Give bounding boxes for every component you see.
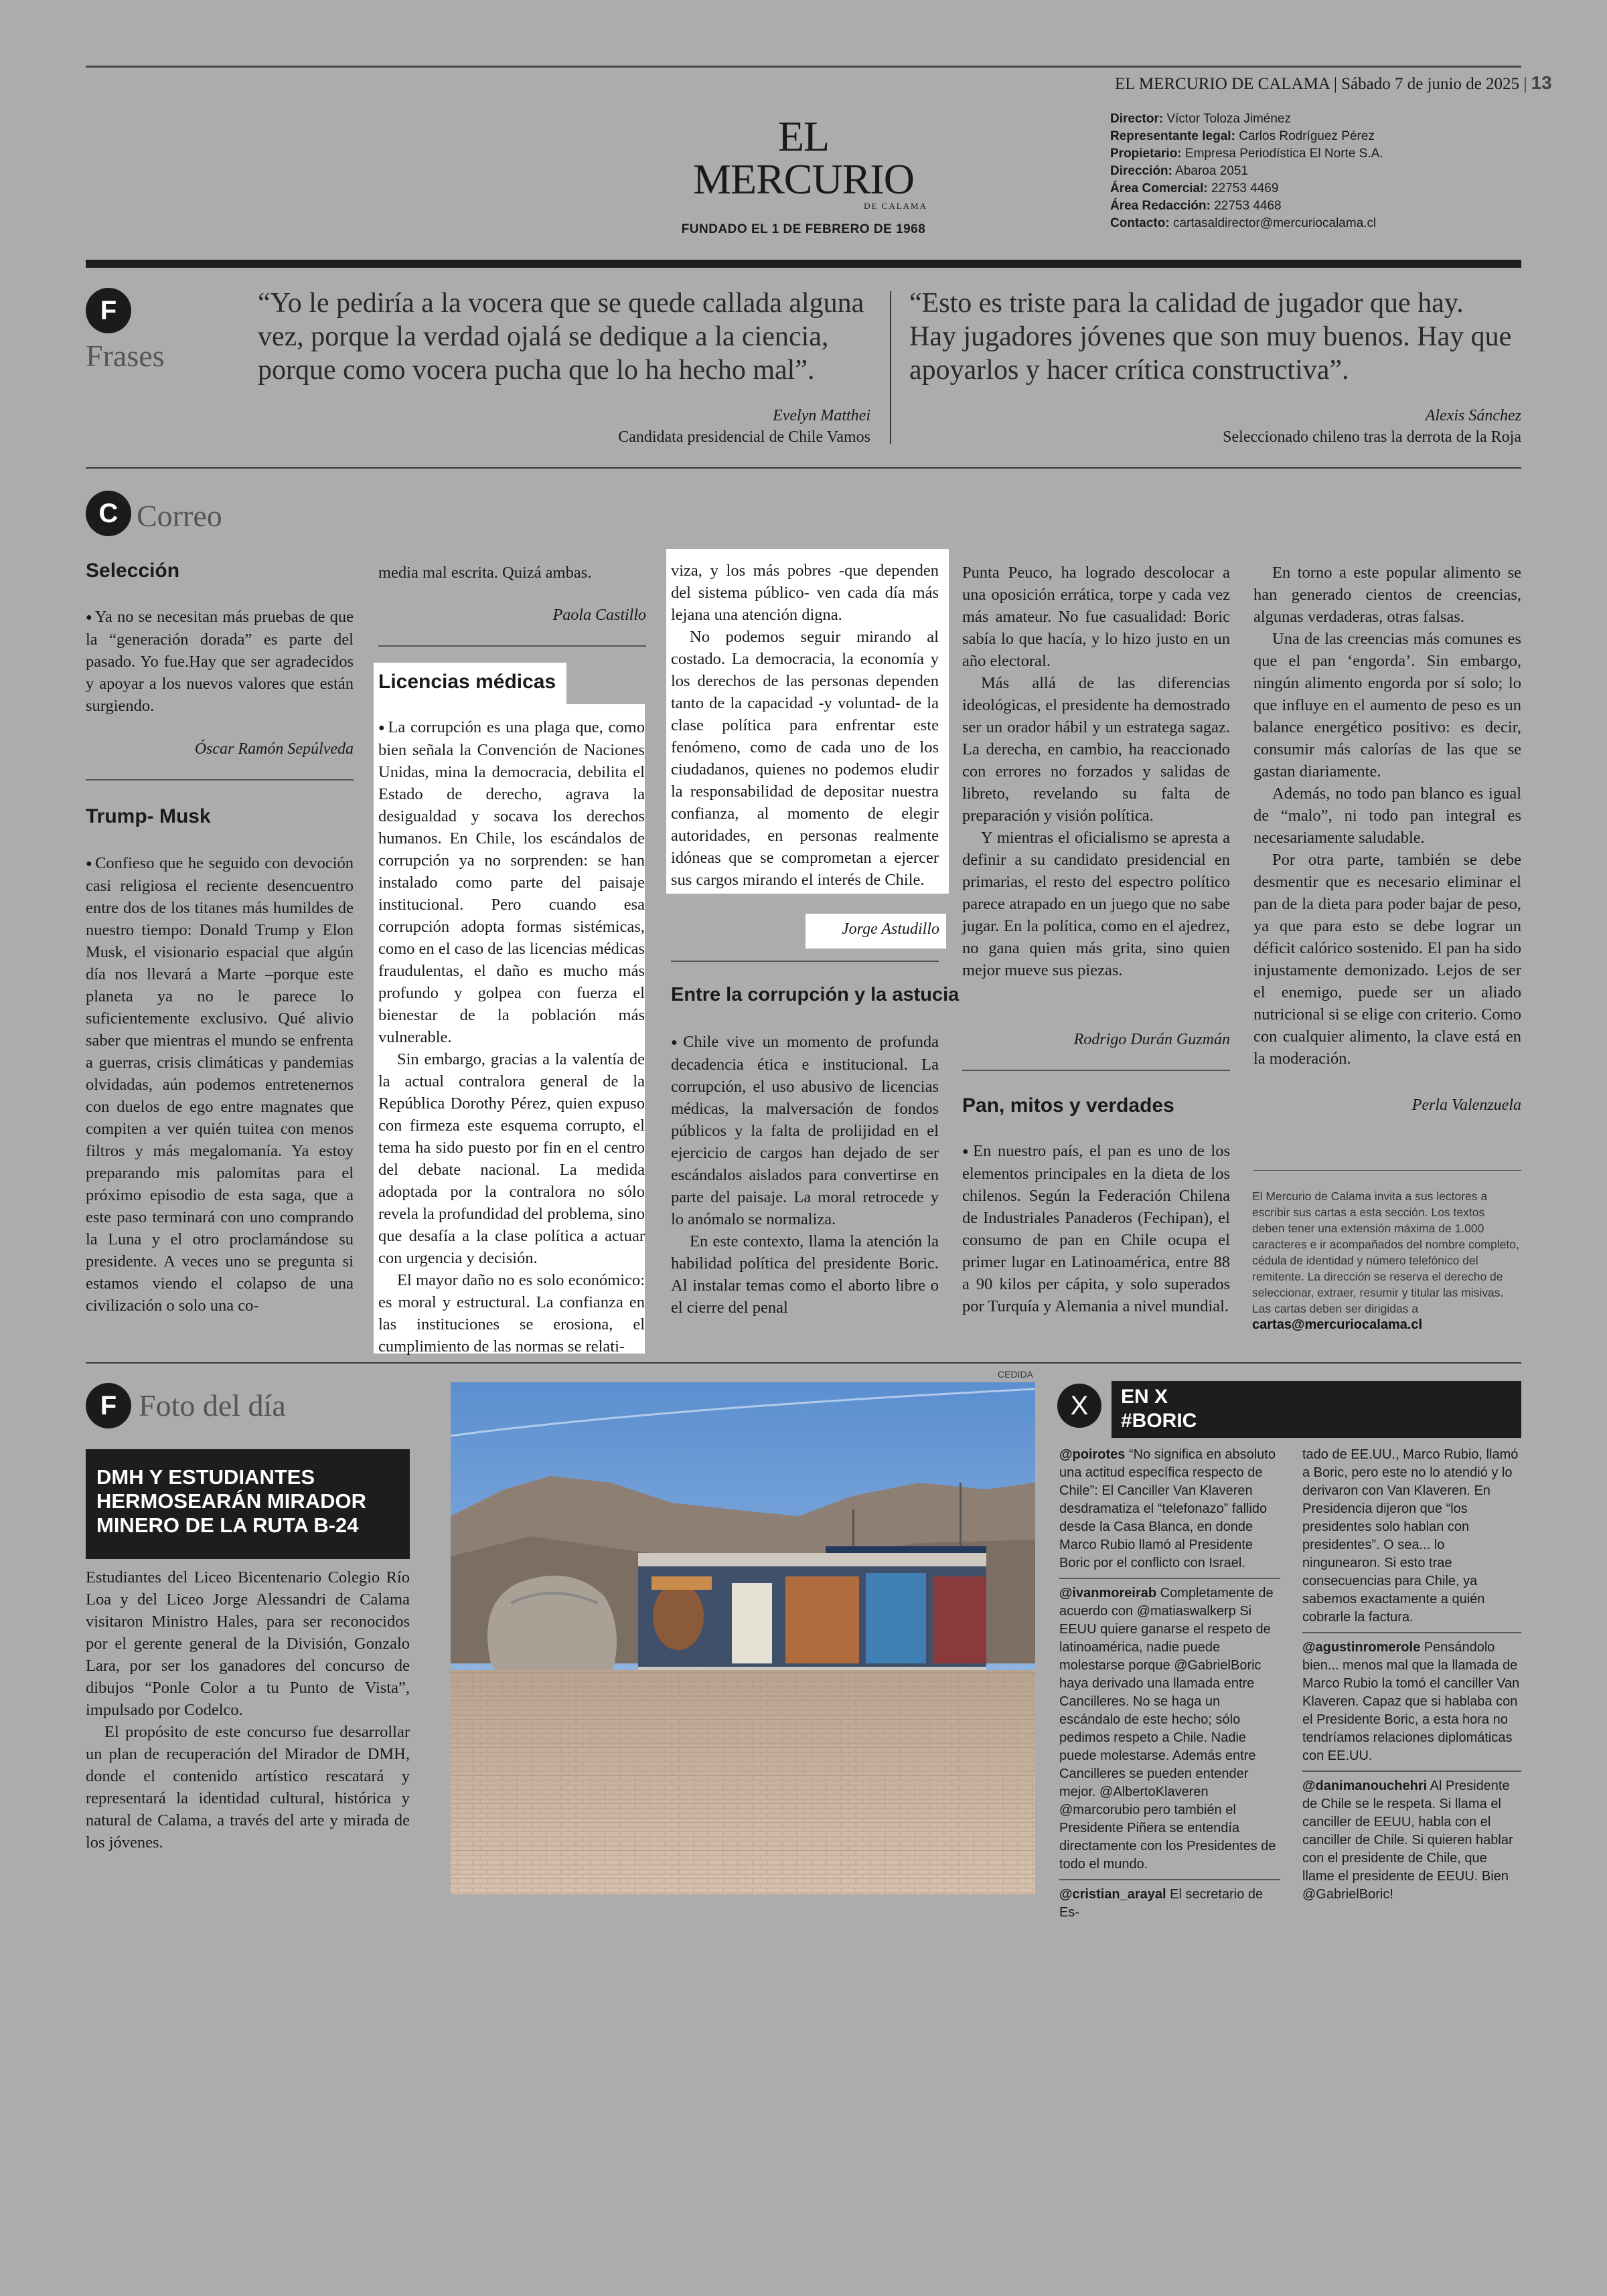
photo-credit: CEDIDA — [998, 1369, 1033, 1380]
tweet-item: tado de EE.UU., Marco Rubio, llamó a Boric, pero este no lo atendió y lo derivaron con Van Klaveren. En Presidencia dijeron que “los presidentes solo hablan con presidentes”. O sea... lo ningunearon. Si esto trae consecuencias para Chile, ya sabemos exactamente a quién cobrarle la factura. — [1302, 1446, 1521, 1633]
issue-date: Sábado 7 de junio de 2025 — [1341, 75, 1520, 93]
contact-email[interactable]: cartasaldirector@mercuriocalama.cl — [1172, 216, 1377, 230]
tweet-handle[interactable]: @danimanouchehri — [1302, 1779, 1428, 1793]
tweet-handle[interactable]: @agustinromerole — [1302, 1640, 1421, 1655]
logo-title: EL MERCURIO — [693, 112, 914, 203]
frases-badge-icon: F — [86, 288, 131, 333]
quote-2-author: Alexis Sánchez — [1425, 407, 1521, 424]
founded-date: FUNDADO EL 1 DE FEBRERO DE 1968 — [681, 222, 926, 236]
frases-bottom-rule — [86, 467, 1521, 469]
letter-divider — [671, 961, 939, 962]
correo-bottom-rule — [86, 1362, 1521, 1364]
foto-badge-icon: F — [86, 1383, 131, 1428]
letter-heading-seleccion: Selección — [86, 560, 180, 582]
letters-email-link[interactable]: cartas@mercuriocalama.cl — [1252, 1317, 1423, 1332]
tweets-column-1 — [1059, 1446, 1280, 1933]
staff-row: Área Redacción: 22753 4468 — [1110, 199, 1282, 213]
correo-title: Correo — [137, 499, 222, 533]
x-section-title: EN X #BORIC — [1112, 1381, 1521, 1438]
letter-heading-pan: Pan, mitos y verdades — [962, 1094, 1174, 1117]
letter-body-licencias-end: viza, y los más pobres -que dependen del sistema público- ven cada día más lejana una atención digna. No podemos seguir mirando al costado. La democracia, la economía y los derechos de las personas dependen tanto de la capacidad -y voluntad- de la clase política para enfrentar este fenómeno, como de cada uno de los ciudadanos, quienes no podemos eludir la responsabilidad de depositar nuestra confianza, al momento de elegir autoridades, en personas realmente idóneas que se comprometan a ejercer sus cargos mirando el interés de Chile. — [671, 562, 939, 889]
letter-signature-trump-musk: Paola Castillo — [552, 606, 646, 624]
staff-row: Dirección: Abaroa 2051 — [1110, 164, 1248, 178]
tweets-column-2 — [1302, 1446, 1521, 1914]
letter-signature-corrupcion-astucia: Rodrigo Durán Guzmán — [1073, 1031, 1230, 1048]
tweet-item: @poirotes “No significa en absoluto una actitud específica respecto de Chile”: El Canciller Van Klaveren desdramatiza el “telefonazo” fallido desde la Casa Blanca, en donde Marco Rubio llamó al Presidente Boric por el conflicto con Israel. — [1059, 1446, 1280, 1579]
x-logo-icon: X — [1057, 1384, 1101, 1428]
foto-caption: Estudiantes del Liceo Bicentenario Colegio Río Loa y del Liceo Jorge Alessandri de Calama visitaron Ministro Hales, para ser reconocidos por el gerente general de la División, Gonzalo Lara, por ser los ganadores del concurso de dibujos “Ponle Color a tu Punto de Vista”, impulsado por Codelco. El propósito de este concurso fue desarrollar un plan de recuperación del Mirador de DMH, donde el contenido artístico rescatará y representará la identidad cultural, histórica y natural de Calama, a través del arte y mirada de los jóvenes. — [86, 1568, 410, 1852]
tweet-handle[interactable]: @cristian_arayal — [1059, 1887, 1166, 1902]
letter-body-trump-musk: ● Confieso que he seguido con devoción casi religiosa el reciente desencuentro entre dos de los titanes más humildes de nuestro tiempo: Donald Trump y Elon Musk, el visionario espacial que algún día nos llevará a Marte –porque este planeta ya no le parece lo suficientemente exclusivo. Qué alivio saber que mientras el mundo se enfrenta a guerras, crisis climáticas y pandemias olvidadas, aún podemos entretenernos con duelos de ego entre magnates que compiten a ver quién tuitea con menos filtros y más megalomanía. Ya estoy preparando mis palomitas para el próximo episodio de esta saga, que a este paso terminará con uno comprando la Luna y el otro proclamándose su presidente. A veces uno se pregunta si estamos viendo el colapso de una civilización o solo una co- — [86, 852, 354, 1317]
header-divider — [86, 260, 1521, 268]
letter-divider — [962, 1070, 1230, 1071]
quote-2-role: Seleccionado chileno tras la derrota de la Roja — [1223, 428, 1521, 446]
foto-title: Foto del día — [139, 1388, 286, 1422]
letter-body-licencias: ● La corrupción es una plaga que, como bien señala la Convención de Naciones Unidas, mina la democracia, debilita el Estado de derecho, agrava la desigualdad y socava los derechos humanos. En Chile, los escándalos de corrupción ya no sorprenden: se han instalado como parte del paisaje institucional. Pero cuando esa corrupción adopta formas sistémicas, como en el caso de las licencias médicas fraudulentas, el daño es mucho más profundo y golpea con fuerza el bienestar de la población más vulnerable. Sin embargo, gracias a la valentía de la actual contralora general de la República Dorothy Pérez, quien expuso con firmeza este esquema corrupto, el tema ha sido puesto por fin en el centro del debate nacional. La medida adoptada por la contralora no sólo revela la profundidad del problema, sino que desafía a la clase política a actuar con urgencia y decisión. El mayor daño no es solo económico: es moral y estructural. La confianza en las instituciones se erosiona, el cumplimiento de las normas se relati- — [378, 716, 645, 1358]
quote-2-text: “Esto es triste para la calidad de jugador que hay. Hay jugadores jóvenes que son muy buenos. Hay que apoyarlos y hacer crítica constructiva”. — [909, 288, 1512, 386]
tweet-item: @danimanouchehri Al Presidente de Chile se le respeta. Si llama el canciller de EEUU, habla con el canciller de Chile. Si quieren hablar con el presidente de Chile, que llame el presidente de EEUU. Bien @GabrielBoric! — [1302, 1779, 1513, 1902]
tweet-handle[interactable]: @poirotes — [1059, 1447, 1126, 1462]
letter-divider — [378, 645, 646, 647]
top-rule — [86, 66, 1521, 68]
letter-divider — [86, 779, 354, 781]
letter-heading-licencias: Licencias médicas — [378, 671, 556, 693]
letter-divider — [1253, 1170, 1521, 1171]
letter-heading-trump-musk: Trump- Musk — [86, 805, 211, 827]
correo-badge-icon: C — [86, 491, 131, 536]
staff-row: Área Comercial: 22753 4469 — [1110, 181, 1279, 195]
page-number: 13 — [1531, 72, 1552, 93]
foto-headline-box — [86, 1449, 410, 1559]
letter-body-corrupcion-astucia: ● Chile vive un momento de profunda decadencia ética e institucional. La corrupción, el uso abusivo de licencias médicas, la malversación de fondos públicos y la falta de prolijidad en el ejercicio de cargos han dejado de ser escándalos aislados para convertirse en parte del paisaje. La moral retrocede y lo anómalo se normaliza. En este contexto, llama la atención la habilidad política del presidente Boric. Al instalar temas como el aborto libre o el cierre del penal — [671, 1031, 939, 1319]
photo-mirador-mural — [451, 1382, 1035, 1894]
quote-1-text: “Yo le pediría a la vocera que se quede callada alguna vez, porque la verdad ojalá se dedique a la ciencia, porque como vocera pucha que lo ha hecho mal”. — [258, 288, 864, 386]
staff-row: Representante legal: Carlos Rodríguez Pérez — [1110, 129, 1375, 143]
frases-title: Frases — [86, 339, 165, 373]
staff-row: Director: Víctor Toloza Jiménez — [1110, 112, 1291, 126]
quote-1-role: Candidata presidencial de Chile Vamos — [618, 428, 870, 446]
letter-body-trump-musk-end: media mal escrita. Quizá ambas. — [378, 564, 592, 582]
tweet-item: @agustinromerole Pensándolo bien... menos mal que la llamada de Marco Rubio la tomó el canciller Van Klaveren. Capaz que si hablaba con el Presidente Boric, a esta hora no tendríamos relaciones diplomáticas con EE.UU. — [1302, 1639, 1521, 1772]
logo-subtitle: DE CALAMA — [864, 201, 927, 211]
letter-body-corrupcion-astucia-end: Punta Peuco, ha logrado descolocar a una oposición errática, torpe y cada vez más amateur. No fue casualidad: Boric sabía lo que hacía, y lo hizo justo en un año electoral. Más allá de las diferencias ideológicas, el presidente ha demostrado ser un orador hábil y un estratega sagaz. La derecha, en cambio, ha reaccionado con errores no forzados y salidas de libreto, revelando su falta de preparación y visión política. Y mientras el oficialismo se apresta a definir a su candidato presidencial en primarias, el resto del espectro político parece atrapado en un juego que no sabe jugar. En la política, como en el ajedrez, no gana quien más grita, sino quien mejor mueve sus piezas. — [962, 564, 1230, 979]
tweet-item: @ivanmoreirab Completamente de acuerdo con @matiaswalkerp Si EEUU quiere ganarse el respeto de latinoamérica, nadie puede molestarse porque @GabrielBoric haya derivado una llamada entre Cancilleres. No se haga un escándalo de este hecho; sólo pedimos respeto a Chile. Nadie puede molestarse. Además entre Cancilleres se pueden entender mejor. @AlbertoKlaveren @marcorubio pero también el Presidente Piñera se entendía directamente con los Presidentes de todo el mundo. — [1059, 1584, 1280, 1880]
letter-signature-licencias: Jorge Astudillo — [842, 920, 939, 938]
staff-box — [1110, 110, 1485, 232]
page-header-line: EL MERCURIO DE CALAMA | Sábado 7 de junio de 2025 | 13 — [1115, 72, 1552, 93]
letter-body-pan: ● En nuestro país, el pan es uno de los elementos principales en la dieta de los chilenos. Según la Federación Chilena de Industriales Panaderos (Fechipan), el consumo de pan en Chile ocupa el primer lugar en Latinoamérica, entre 88 a 90 kilos per cápita, y solo superados por Turquía y Alemania a nivel mundial. — [962, 1140, 1230, 1317]
newspaper-logo — [673, 112, 934, 237]
frases-divider — [890, 291, 891, 444]
letter-signature-pan: Perla Valenzuela — [1411, 1096, 1521, 1114]
staff-row: Contacto: cartasaldirector@mercuriocalama.cl — [1110, 216, 1377, 230]
letter-body-seleccion: ● Ya no se necesitan más pruebas de que la “generación dorada” es parte del pasado. Yo fue.Hay que ser agradecidos y apoyar a los nuevos valores que están surgiendo. — [86, 606, 354, 717]
letters-invitation: El Mercurio de Calama invita a sus lectores a escribir sus cartas a esta sección. Los textos deben tener una extensión máxima de 1.000 caracteres e ir acompañados del nombre completo, cédula de identidad y número telefónico del remitente. La dirección se reserva el derecho de seleccionar, extraer, resumir y titular las misivas. Las cartas deben ser dirigidas a cartas@mercuriocalama.cl — [1252, 1190, 1519, 1332]
tweet-item: @cristian_arayal El secretario de Es- — [1059, 1887, 1264, 1920]
letter-body-pan-end: En torno a este popular alimento se han generado cientos de creencias, algunas verdaderas, otras falsas. Una de las creencias más comunes es que el pan ‘engorda’. Sin embargo, ningún alimento engorda por sí solo; lo que influye en el aumento de peso es un balance energético positivo: es decir, consumir más calorías de las que se gastan diariamente. Además, no todo pan blanco es igual de “malo”, ni todo pan integral es necesariamente saludable. Por otra parte, también se debe desmentir que es necesario eliminar el pan de la dieta para poder bajar de peso, ya que para esto se debe lograr un déficit calórico sostenido. El pan ha sido injustamente demonizado. Lejos de ser el enemigo, puede ser un aliado nutricional si se elige con criterio. Como con cualquier alimento, la clave está en la moderación. — [1253, 564, 1521, 1068]
quote-1-author: Evelyn Matthei — [773, 407, 870, 424]
photo-image — [451, 1382, 1035, 1894]
letter-heading-corrupcion-astucia: Entre la corrupción y la astucia — [671, 984, 960, 1005]
letter-signature-seleccion: Óscar Ramón Sepúlveda — [194, 740, 354, 758]
foto-headline: DMH Y ESTUDIANTES HERMOSEARÁN MIRADOR MINERO DE LA RUTA B-24 — [96, 1465, 366, 1537]
staff-row: Propietario: Empresa Periodística El Norte S.A. — [1110, 147, 1383, 161]
tweet-handle[interactable]: @ivanmoreirab — [1059, 1586, 1157, 1601]
paper-name: EL MERCURIO DE CALAMA — [1115, 75, 1330, 93]
